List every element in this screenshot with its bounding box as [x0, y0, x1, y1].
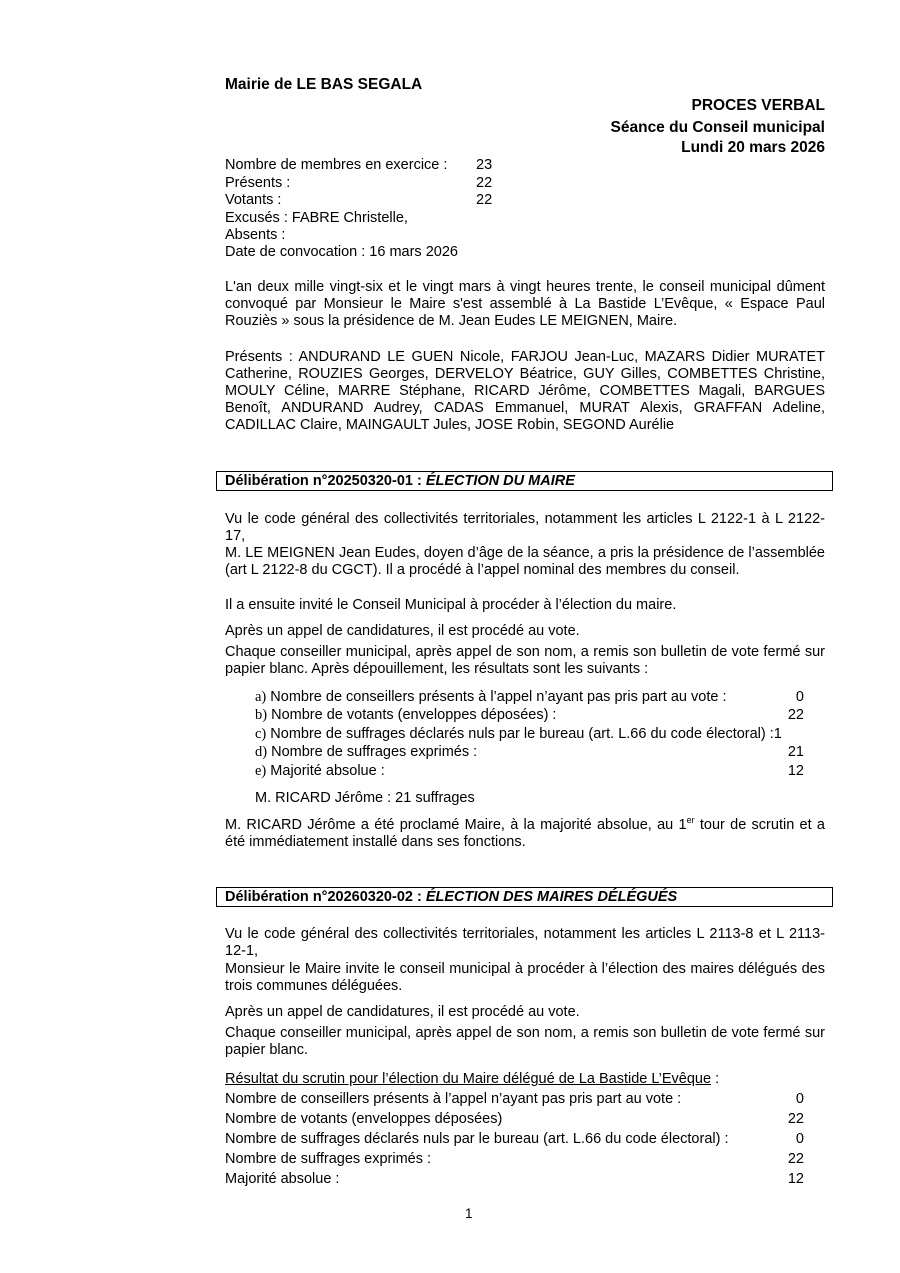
result-value: 0: [795, 1091, 804, 1107]
votants-value: 22: [476, 192, 493, 208]
candidate-result: M. RICARD Jérôme : 21 suffrages: [255, 790, 475, 806]
result-row: e) Majorité absolue :: [255, 763, 385, 779]
deliberation-1-title: ÉLECTION DU MAIRE: [425, 473, 575, 489]
result-row: b) Nombre de votants (enveloppes déposées) :: [255, 707, 557, 723]
result-row: c) Nombre de suffrages déclarés nuls par le bureau (art. L.66 du code électoral) :1: [255, 726, 782, 742]
absents-line: Absents :: [225, 227, 286, 243]
result-row: a) Nombre de conseillers présents à l’appel n’ayant pas pris part au vote :: [255, 689, 727, 705]
presents-list: Présents : ANDURAND LE GUEN Nicole, FARJOU Jean-Luc, MAZARS Didier MURATET Catherine, ROUZIES Georges, DERVELOY Béatrice, GUY Gilles, COMBETTES Christine, MOULY Céline, MARRE Stéphane, RICARD Jérôme, COMBETTES Magali, BARGUES Benoît, ANDURAND Audrey, CADAS Emmanuel, MURAT Alexis, GRAFFAN Adeline, CADILLAC Claire, MAINGAULT Jules, JOSE Robin, SEGOND Aurélie: [225, 349, 825, 433]
delib1-paragraph-3: Il a ensuite invité le Conseil Municipal à procéder à l’élection du maire.: [225, 597, 677, 613]
delib1-paragraph-4: Après un appel de candidatures, il est procédé au vote.: [225, 623, 580, 639]
result-row: Nombre de suffrages exprimés :: [225, 1151, 432, 1167]
delib2-paragraph-2: Monsieur le Maire invite le conseil municipal à procéder à l’élection des maires délégués des trois communes déléguées.: [225, 961, 825, 994]
result-value: 1: [773, 726, 782, 742]
deliberation-2-header: [216, 887, 833, 907]
result-row: Nombre de votants (enveloppes déposées): [225, 1111, 503, 1127]
delib1-paragraph-5: Chaque conseiller municipal, après appel de son nom, a remis son bulletin de vote fermé sur papier blanc. Après dépouillement, les résultats sont les suivants :: [225, 644, 825, 677]
result-heading: Résultat du scrutin pour l’élection du Maire délégué de La Bastide L’Evêque :: [225, 1071, 720, 1087]
result-value: 12: [787, 1171, 804, 1187]
result-value: 22: [787, 707, 804, 723]
membres-label: Nombre de membres en exercice :: [225, 157, 448, 173]
delib1-paragraph-1: Vu le code général des collectivités territoriales, notamment les articles L 2122-1 à L 2122-17,: [225, 511, 825, 544]
delib2-paragraph-4: Chaque conseiller municipal, après appel de son nom, a remis son bulletin de vote fermé sur papier blanc.: [225, 1025, 825, 1058]
result-row: Nombre de suffrages déclarés nuls par le bureau (art. L.66 du code électoral) :: [225, 1131, 729, 1147]
result-row: d) Nombre de suffrages exprimés :: [255, 744, 478, 760]
votants-label: Votants :: [225, 192, 282, 208]
delib2-paragraph-1: Vu le code général des collectivités territoriales, notamment les articles L 2113-8 et L 2113-12-1,: [225, 926, 825, 959]
page-number: 1: [465, 1206, 473, 1221]
presents-value: 22: [476, 175, 493, 191]
presents-label: Présents :: [225, 175, 291, 191]
result-value: 12: [787, 763, 804, 779]
deliberation-2-number: Délibération n°20260320-02 :: [225, 889, 422, 905]
deliberation-1-header: [216, 471, 833, 491]
intro-paragraph: L'an deux mille vingt-six et le vingt mars à vingt heures trente, le conseil municipal dûment convoqué par Monsieur le Maire s'est assemblé à La Bastide L’Evêque, « Espace Paul Rouziès » sous la présidence de M. Jean Eudes LE MEIGNEN, Maire.: [225, 279, 825, 329]
deliberation-1-number: Délibération n°20250320-01 :: [225, 473, 422, 489]
delib2-paragraph-3: Après un appel de candidatures, il est procédé au vote.: [225, 1004, 580, 1020]
mairie-title: Mairie de LE BAS SEGALA: [225, 76, 423, 93]
convocation-line: Date de convocation : 16 mars 2026: [225, 244, 458, 260]
seance-title: Séance du Conseil municipal: [610, 119, 825, 136]
result-value: 0: [795, 1131, 804, 1147]
result-value: 22: [787, 1151, 804, 1167]
doc-type: PROCES VERBAL: [691, 97, 825, 114]
result-value: 22: [787, 1111, 804, 1127]
deliberation-2-title: ÉLECTION DES MAIRES DÉLÉGUÉS: [425, 889, 678, 905]
membres-value: 23: [476, 157, 493, 173]
delib1-paragraph-2: M. LE MEIGNEN Jean Eudes, doyen d’âge de la séance, a pris la présidence de l’assemblée (art L 2122-8 du CGCT). Il a procédé à l’appel nominal des membres du conseil.: [225, 545, 825, 578]
result-value: 0: [795, 689, 804, 705]
seance-date: Lundi 20 mars 2026: [681, 139, 825, 156]
excuses-line: Excusés : FABRE Christelle,: [225, 210, 408, 226]
proclamation-paragraph: M. RICARD Jérôme a été proclamé Maire, à la majorité absolue, au 1er tour de scrutin et a été immédiatement installé dans ses fonctions.: [225, 815, 825, 850]
result-row: Nombre de conseillers présents à l’appel n’ayant pas pris part au vote :: [225, 1091, 682, 1107]
result-value: 21: [787, 744, 804, 760]
result-row: Majorité absolue :: [225, 1171, 340, 1187]
